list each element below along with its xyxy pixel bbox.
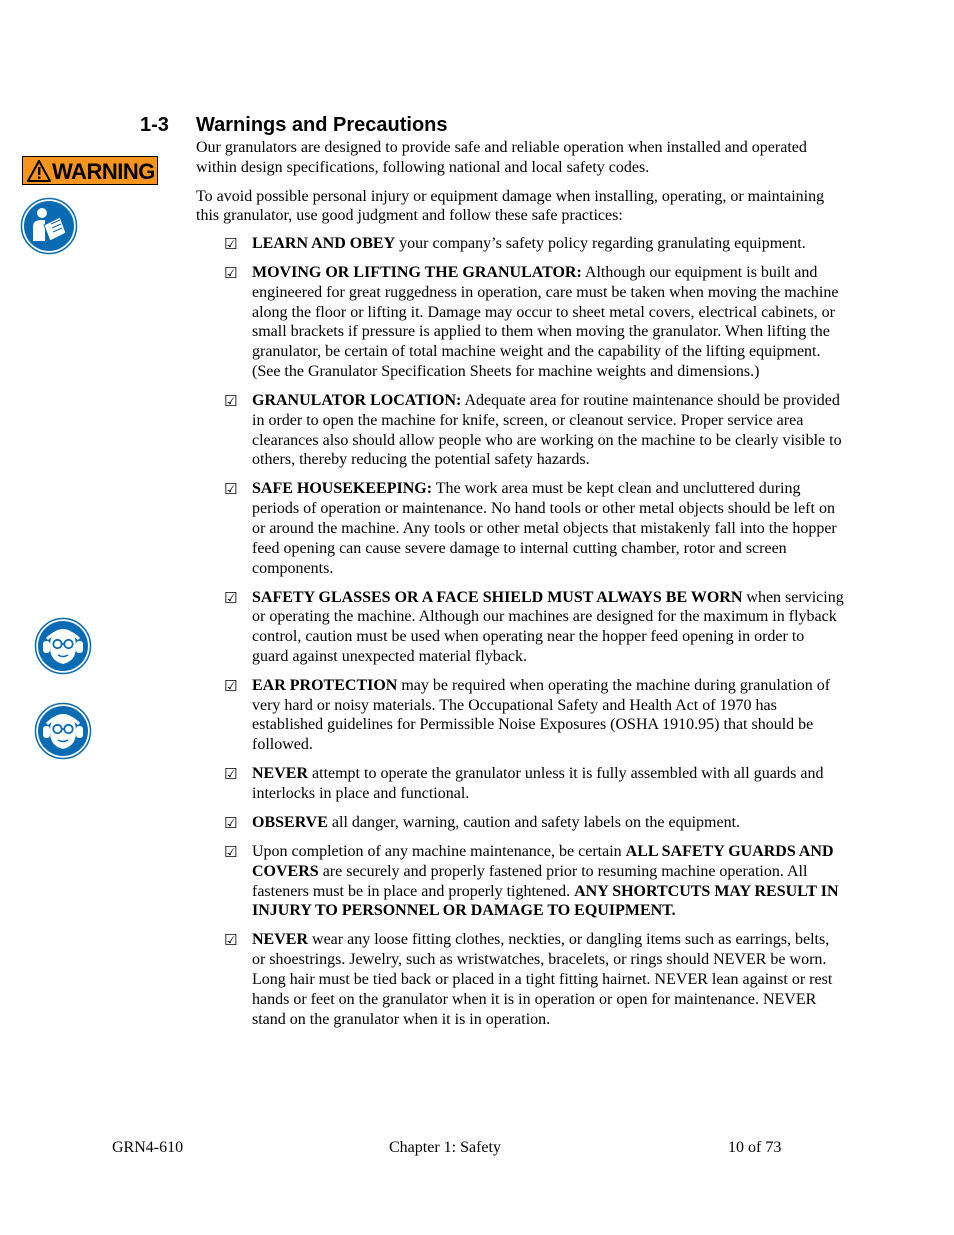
- item-text: wear any loose fitting clothes, neckties, or dangling items such as earrings, belts, or shoestrings. Jewelry, such as wristwatches, bracelets, or rings should NEVER be worn. Long hair must be tied back or placed in a tight fitting hairnet. NEVER lean against or rest hands or feet on the granulator when it is in operation or open for maintenance. NEVER stand on the granulator when it is in operation.: [252, 931, 833, 1028]
- item-lead: GRANULATOR LOCATION:: [252, 391, 462, 409]
- checkbox-icon: ☑: [224, 843, 238, 862]
- item-text: The work area must be kept clean and uncluttered during periods of operation or maintenance. No hand tools or other metal objects should be left on or around the machine. Any tools or other metal objects that mistakenly fall into the hopper feed opening can cause severe damage to internal cutting chamber, rotor and screen components.: [252, 480, 837, 577]
- checkbox-icon: ☑: [224, 931, 238, 950]
- item-text: when servicing or operating the machine. Although our machines are designed for the maximum in flyback control, caution must be used when operating near the hopper feed opening in order to guard against unexpected material flyback.: [252, 588, 844, 665]
- list-item: [224, 676, 844, 755]
- list-item: [224, 234, 844, 254]
- item-text: may be required when operating the machine during granulation of very hard or noisy materials. The Occupational Safety and Health Act of 1970 has established guidelines for Permissible Noise Exposures (OSHA 1910.95) that should be followed.: [252, 676, 831, 754]
- section-title: Warnings and Precautions: [196, 114, 448, 136]
- item-text: Although our equipment is built and engineered for great ruggedness in operation, care must be taken when moving the machine along the floor or lifting it. Damage may occur to sheet metal covers, electrical cabinets, or small brackets if pressure is applied to them when moving the granulator. When lifting the granulator, be certain of total machine weight and the capability of the lifting equipment. (See the Granulator Specification Sheets for machine weights and dimensions.): [252, 263, 839, 380]
- checkbox-icon: ☑: [224, 765, 238, 784]
- warning-label-text: WARNING: [52, 159, 155, 184]
- list-item: [224, 263, 844, 382]
- checkbox-icon: ☑: [224, 235, 238, 253]
- checkbox-icon: ☑: [224, 588, 238, 607]
- read-manual-icon: [20, 197, 78, 255]
- eye-ear-protection-icon: [34, 702, 92, 760]
- list-item: [224, 479, 844, 578]
- item-text: your company’s safety policy regarding granulating equipment.: [395, 235, 806, 252]
- item-lead: OBSERVE: [252, 814, 328, 832]
- item-lead: EAR PROTECTION: [252, 676, 398, 694]
- warning-label: [20, 154, 160, 187]
- item-text: Adequate area for routine maintenance should be provided in order to open the machine for knife, screen, or cleanout service. Proper service area clearances also should allow people who are working on the machine to be clearly visible to others, thereby reducing the potential safety hazards.: [252, 391, 842, 469]
- item-text: attempt to operate the granulator unless it is fully assembled with all guards and interlocks in place and functional.: [252, 765, 824, 803]
- intro-text: [196, 138, 836, 235]
- list-item: [224, 764, 844, 804]
- eye-ear-protection-icon: [34, 617, 92, 675]
- item-lead: SAFE HOUSEKEEPING:: [252, 480, 433, 498]
- warning-triangle-icon: [27, 160, 51, 182]
- footer-document-id: GRN4-610: [112, 1139, 184, 1156]
- item-text: Upon completion of any machine maintenance, be certain: [252, 843, 626, 861]
- checkbox-icon: ☑: [224, 263, 238, 282]
- list-item: [224, 813, 844, 833]
- list-item: [224, 930, 844, 1029]
- list-item: [224, 391, 844, 470]
- section-number: 1-3: [140, 114, 169, 136]
- item-emphasis: ANY SHORTCUTS MAY RESULT IN INJURY TO PERSONNEL OR DAMAGE TO EQUIPMENT.: [252, 882, 839, 920]
- intro-paragraph: To avoid possible personal injury or equipment damage when installing, operating, or maintaining this granulator, use good judgment and follow these safe practices:: [196, 187, 825, 225]
- item-lead: MOVING OR LIFTING THE GRANULATOR:: [252, 263, 582, 281]
- footer-chapter: Chapter 1: Safety: [389, 1139, 501, 1156]
- checkbox-icon: ☑: [224, 391, 238, 410]
- list-item: [224, 588, 844, 667]
- item-lead: NEVER: [252, 765, 309, 783]
- item-lead: NEVER: [252, 931, 309, 949]
- list-item: [224, 842, 844, 921]
- intro-paragraph: Our granulators are designed to provide safe and reliable operation when installed and operated within design specifications, following national and local safety codes.: [196, 139, 807, 176]
- checkbox-icon: ☑: [224, 480, 238, 499]
- section-heading: [140, 112, 448, 138]
- item-text: are securely and properly fastened prior to resuming machine operation. All fasteners must be in place and properly tightened.: [252, 862, 808, 900]
- item-text: all danger, warning, caution and safety labels on the equipment.: [327, 814, 741, 832]
- item-emphasis: ALL SAFETY GUARDS AND COVERS: [252, 843, 834, 880]
- precautions-list: [224, 234, 844, 1039]
- footer-page-number: 10 of 73: [728, 1139, 782, 1156]
- item-lead: SAFETY GLASSES OR A FACE SHIELD MUST ALWAYS BE WORN: [252, 588, 743, 606]
- checkbox-icon: ☑: [224, 814, 238, 833]
- checkbox-icon: ☑: [224, 676, 238, 695]
- item-lead: LEARN AND OBEY: [252, 235, 396, 252]
